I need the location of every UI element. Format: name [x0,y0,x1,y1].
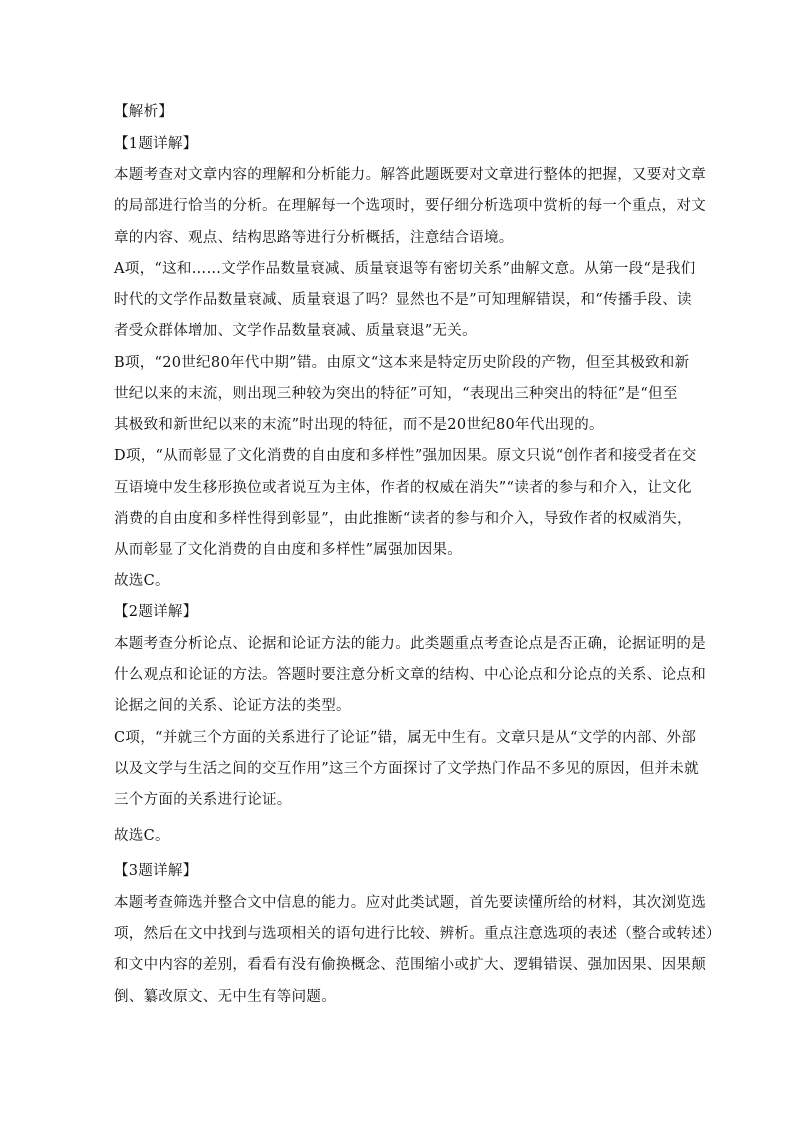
q1-option-d-line-3: 消费的自由度和多样性得到彰显”，由此推断“读者的参与和介入，导致作者的权威消失， [114,511,692,527]
q1-intro-line-3: 章的内容、观点、结构思路等进行分析概括，注意结合语境。 [114,230,514,246]
q1-option-d-line-2: 互语境中发生移形换位或者说互为主体，作者的权威在消失”“读者的参与和介入，让文化 [114,480,692,496]
q3-heading: 【3题详解】 [114,863,198,879]
q3-intro-line-1: 本题考查筛选并整合文中信息的能力。应对此类试题，首先要读懂所给的材料，其次浏览选 [114,895,706,911]
q2-intro-line-1: 本题考查分析论点、论据和论证方法的能力。此类题重点考查论点是否正确，论据证明的是 [114,636,706,652]
q2-option-c-line-1: C项，“并就三个方面的关系进行了论证”错，属无中生有。文章只是从“文学的内部、外部 [114,730,697,746]
q3-intro-line-4: 倒、纂改原文、无中生有等问题。 [114,989,336,1005]
q3-intro-line-3: 和文中内容的差别，看看有没有偷换概念、范围缩小或扩大、逻辑错误、强加因果、因果颠 [114,957,706,973]
q1-intro-line-2: 的局部进行恰当的分析。在理解每一个选项时，要仔细分析选项中赏析的每一个重点，对文 [114,198,706,214]
q2-heading: 【2题详解】 [114,604,198,620]
q3-intro-line-2: 项，然后在文中找到与选项相关的语句进行比较、辨析。重点注意选项的表述（整合或转述） [114,926,721,942]
q1-option-b-line-2: 世纪以来的末流，则出现三种较为突出的特征”可知，“表现出三种突出的特征”是“但至 [114,386,678,402]
q1-option-b-line-1: B项，“20世纪80年代中期”错。由原文“这本来是特定历史阶段的产物，但至其极致和新 [114,355,690,371]
q1-option-a-line-3: 者受众群体增加、文学作品数量衰减、质量衰退”无关。 [114,323,477,339]
q2-answer: 故选C。 [114,828,170,844]
q2-intro-line-3: 论据之间的关系、论证方法的类型。 [114,698,351,714]
q1-intro-line-1: 本题考查对文章内容的理解和分析能力。解答此题既要对文章进行整体的把握，又要对文章 [114,167,706,183]
q2-option-c-line-2: 以及文学与生活之间的交互作用”这三个方面探讨了文学热门作品不多见的原因，但并未就 [114,761,699,777]
q1-answer: 故选C。 [114,573,170,589]
q1-option-a-line-1: A项，“这和……文学作品数量衰减、质量衰退等有密切关系”曲解文意。从第一段“是我们 [114,261,696,277]
q1-option-d-line-4: 从而彰显了文化消费的自由度和多样性”属强加因果。 [114,542,463,558]
analysis-label: 【解析】 [114,104,174,120]
q1-option-d-line-1: D项，“从而彰显了文化消费的自由度和多样性”强加因果。原文只说“创作者和接受者在交 [114,448,697,464]
q1-heading: 【1题详解】 [114,136,198,152]
q1-option-a-line-2: 时代的文学作品数量衰减、质量衰退了吗？显然也不是”可知理解错误，和“传播手段、读 [114,292,692,308]
q1-option-b-line-3: 其极致和新世纪以来的末流”时出现的特征，而不是20世纪80年代出现的。 [114,417,604,433]
q2-option-c-line-3: 三个方面的关系进行论证。 [114,792,292,808]
q2-intro-line-2: 什么观点和论证的方法。答题时要注意分析文章的结构、中心论点和分论点的关系、论点和 [114,667,706,683]
